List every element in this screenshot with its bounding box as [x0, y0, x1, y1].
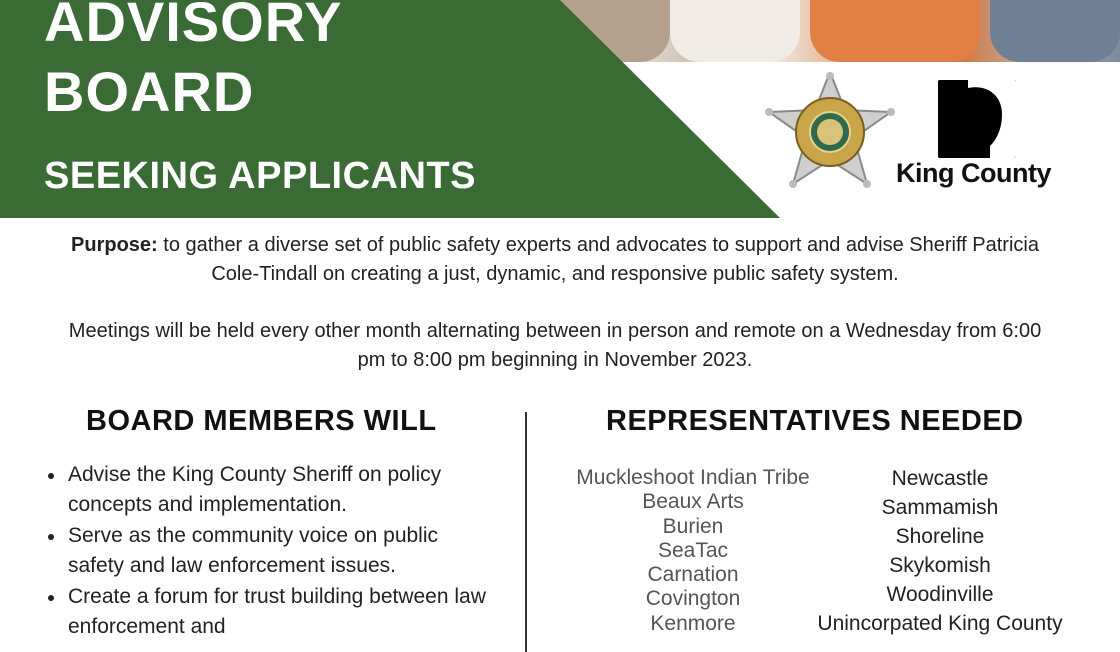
list-item: Woodinville	[886, 583, 994, 606]
column-divider	[525, 412, 527, 652]
title-line-1: ADVISORY	[44, 0, 343, 53]
representatives-column-2	[800, 464, 1080, 638]
list-item: Newcastle	[891, 467, 989, 490]
meetings-paragraph: Meetings will be held every other month alternating between in person and remote on a Wednesday from 6:00 pm to 8:00 pm beginning in November 2023.	[68, 320, 1042, 371]
list-item: Covington	[645, 587, 741, 611]
list-item: Muckleshoot Indian Tribe	[576, 466, 810, 489]
title-line-2: BOARD	[44, 60, 255, 123]
list-item: Beaux Arts	[642, 490, 744, 514]
list-item: Advise the King County Sheriff on policy concepts and implementation.	[44, 460, 494, 520]
list-item: Sammamish	[881, 496, 999, 519]
mlk-silhouette-icon	[938, 80, 1016, 158]
list-item: Carnation	[647, 563, 739, 587]
purpose-text: to gather a diverse set of public safety experts and advocates to support and advise Sheriff Patricia Cole-Tindall on creating a just, dynamic, and responsive public safety system.	[157, 234, 1039, 285]
representatives-column-1	[560, 466, 826, 636]
list-item: Skykomish	[889, 554, 991, 577]
bullet-icon	[48, 534, 54, 540]
bullet-icon	[48, 473, 54, 479]
board-members-heading: BOARD MEMBERS WILL	[86, 405, 437, 437]
board-duties-list	[44, 460, 494, 643]
representatives-heading: REPRESENTATIVES NEEDED	[606, 405, 1024, 437]
purpose-paragraph	[60, 231, 1050, 289]
king-county-wordmark: King County	[896, 158, 1051, 188]
list-item: Serve as the community voice on public safety and law enforcement issues.	[44, 521, 494, 581]
bullet-icon	[48, 595, 54, 601]
list-item: Unincorpated King County	[817, 612, 1063, 635]
list-item: Create a forum for trust building between law enforcement and	[44, 582, 494, 642]
king-county-logo-icon	[938, 80, 1016, 158]
purpose-label: Purpose:	[71, 234, 158, 256]
list-item: Shoreline	[895, 525, 985, 548]
list-item: Kenmore	[650, 611, 736, 635]
list-item: SeaTac	[657, 538, 729, 562]
sheriff-badge-icon	[763, 72, 897, 202]
subtitle: SEEKING APPLICANTS	[44, 155, 476, 197]
list-item: Burien	[662, 514, 724, 538]
